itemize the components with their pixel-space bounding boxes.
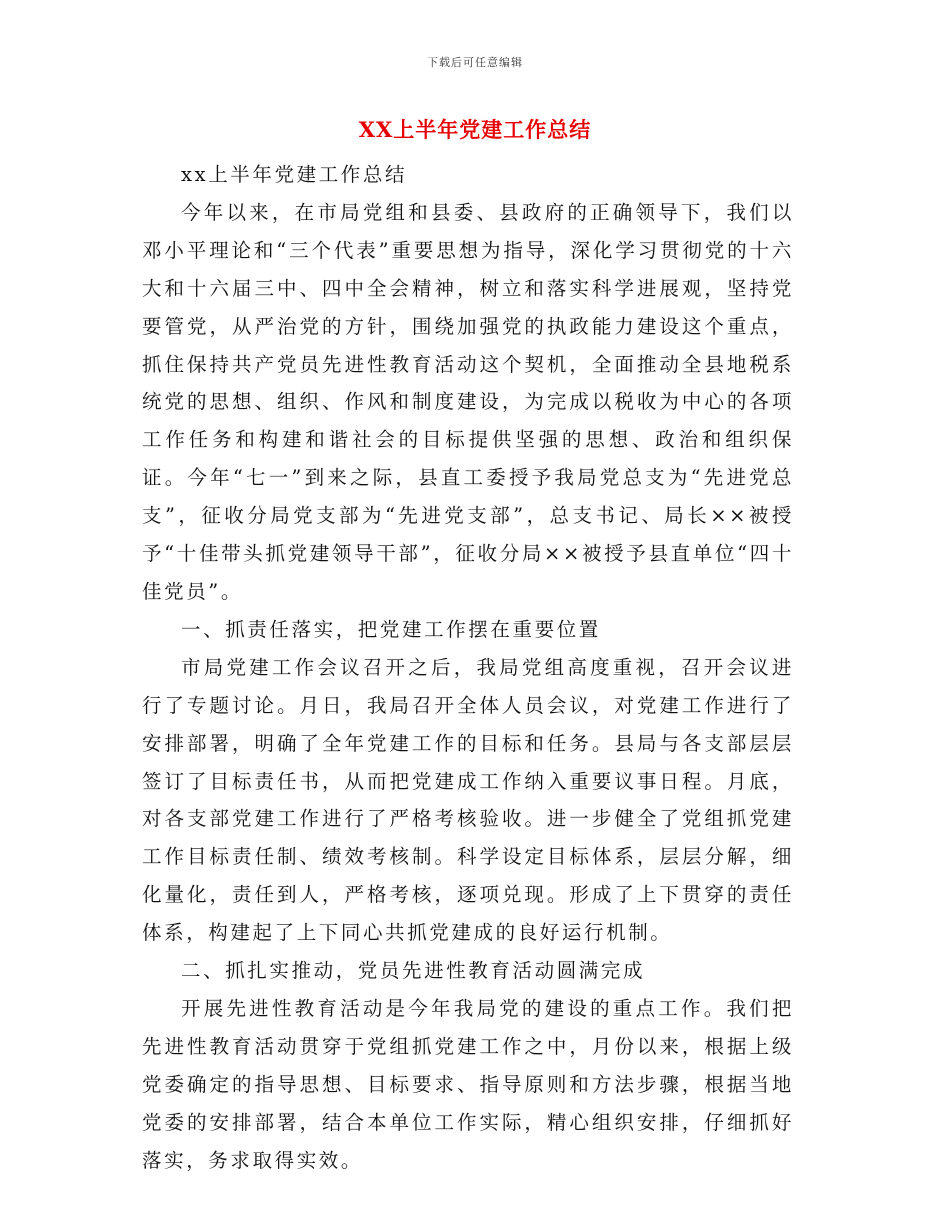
paragraph-subtitle: xx上半年党建工作总结 <box>181 163 408 186</box>
paragraph-intro: 今年以来，在市局党组和县委、县政府的正确领导下，我们以邓小平理论和“三个代表”重要思想为指导，深化学习贯彻党的十六大和十六届三中、四中全会精神，树立和落实科学进展观，坚持党要管党，从严治党的方针，围绕加强党的执政能力建设这个重点，抓住保持共产党员先进性教育活动这个契机，全面推动全县地税系统党的思想、组织、作风和制度建设，为完成以税收为中心的各项工作任务和构建和谐社会的目标提供坚强的思想、政治和组织保证。今年“七一”到来之际，县直工委授予我局党总支为“先进党总支”，征收分局党支部为“先进党支部”，总支书记、局长××被授予“十佳带头抓党建领导干部”，征收分局××被授予县直单位“四十佳党员”。 <box>142 200 794 603</box>
paragraph-section-1: 市局党建工作会议召开之后，我局党组高度重视，召开会议进行了专题讨论。月日，我局召开全体人员会议，对党建工作进行了安排部署，明确了全年党建工作的目标和任务。县局与各支部层层签订了目标责任书，从而把党建成工作纳入重要议事日程。月底，对各支部党建工作进行了严格考核验收。进一步健全了党组抓党建工作目标责任制、绩效考核制。科学设定目标体系，层层分解，细化量化，责任到人，严格考核，逐项兑现。形成了上下贯穿的责任体系，构建起了上下同心共抓党建成的良好运行机制。 <box>142 655 794 945</box>
page-header-note: 下载后可任意编辑 <box>427 56 523 69</box>
document-title: XX上半年党建工作总结 <box>358 117 592 142</box>
document-body <box>142 156 794 1179</box>
section-heading-1: 一、抓责任落实，把党建工作摆在重要位置 <box>181 617 601 641</box>
section-heading-2: 二、抓扎实推动，党员先进性教育活动圆满完成 <box>181 959 646 983</box>
paragraph-section-2: 开展先进性教育活动是今年我局党的建设的重点工作。我们把先进性教育活动贯穿于党组抓党建工作之中，月份以来，根据上级党委确定的指导思想、目标要求、指导原则和方法步骤，根据当地党委的安排部署，结合本单位工作实际，精心组织安排，仔细抓好落实，务求取得实效。 <box>142 996 794 1172</box>
